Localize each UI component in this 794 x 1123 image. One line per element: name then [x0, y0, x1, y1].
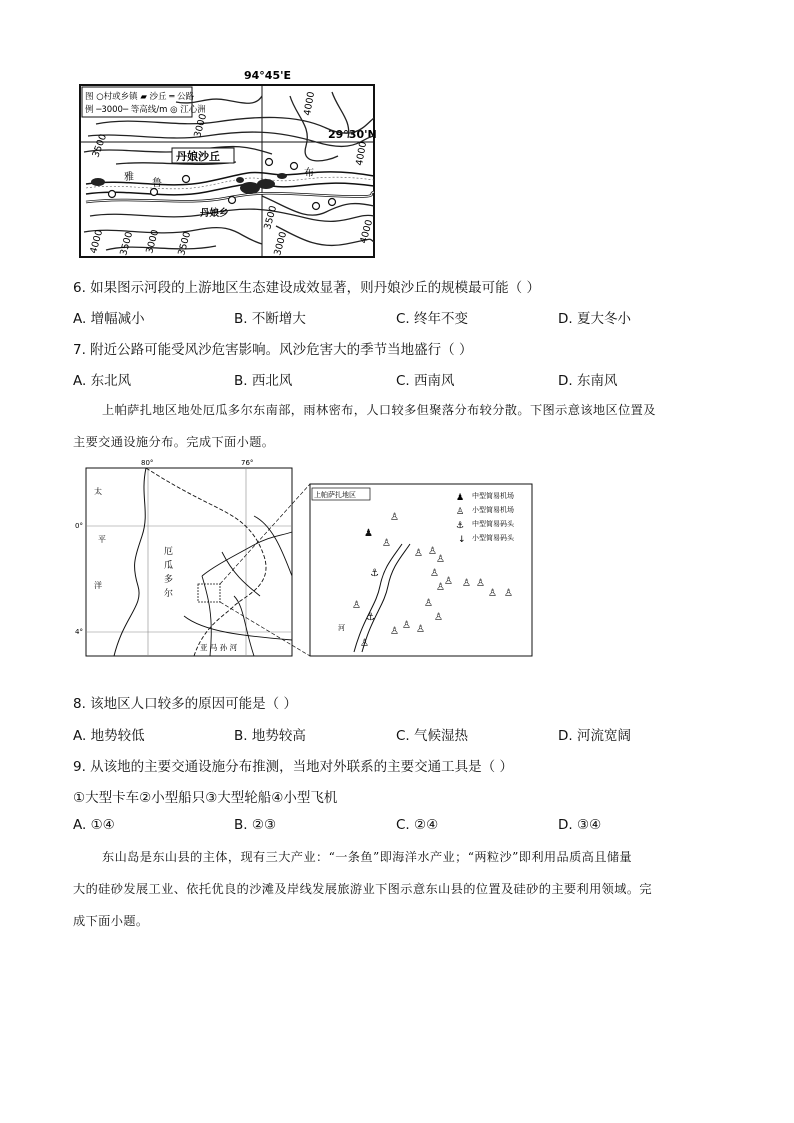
- town-label: 丹娘乡: [200, 208, 229, 219]
- contour-label: 3000: [272, 230, 290, 257]
- q9-option-d[interactable]: D. ③④: [558, 817, 602, 833]
- ecuador-map-svg: [75, 456, 536, 660]
- country-char-2: 瓜: [164, 561, 174, 571]
- intro-paragraph-3-line-1: 东山岛是东山县的主体，现有三大产业：“一条鱼”即海洋水产业；“两粒沙”即利用品质高且储量: [102, 850, 633, 864]
- question-9-items: ①大型卡车②小型船只③大型轮船④小型飞机: [73, 790, 338, 806]
- svg-text:♙: ♙: [488, 588, 497, 599]
- q6-option-a[interactable]: A. 增幅减小: [73, 311, 145, 327]
- map-danniang: [76, 66, 416, 262]
- country-char-4: 尔: [164, 589, 174, 599]
- svg-text:♟: ♟: [456, 493, 465, 503]
- svg-text:♙: ♙: [436, 554, 445, 565]
- legend-small-airport: 小型简易机场: [472, 506, 514, 514]
- longitude-label: 94°45'E: [244, 69, 291, 82]
- svg-text:♙: ♙: [402, 620, 411, 631]
- river-char-2: 鲁: [152, 178, 162, 189]
- svg-text:♙: ♙: [424, 598, 433, 609]
- inset-river-label: 河: [338, 624, 345, 632]
- q6-option-c[interactable]: C. 终年不变: [396, 311, 469, 327]
- q6-option-b[interactable]: B. 不断增大: [234, 311, 306, 327]
- contour-label: 4000: [302, 90, 318, 117]
- contour-label: 4000: [88, 228, 106, 255]
- svg-text:⚓: ⚓: [456, 521, 465, 531]
- svg-text:♙: ♙: [416, 624, 425, 635]
- svg-text:↓: ↓: [458, 535, 466, 545]
- intro-paragraph-2-line-2: 主要交通设施分布。完成下面小题。: [73, 435, 275, 449]
- contour-label: 3500: [90, 132, 110, 160]
- q8-option-b[interactable]: B. 地势较高: [234, 728, 306, 744]
- svg-text:♙: ♙: [444, 576, 453, 587]
- svg-text:♙: ♙: [430, 568, 439, 579]
- legend-small-dock: 小型简易码头: [472, 534, 514, 542]
- question-7-stem: 7. 附近公路可能受风沙危害影响。风沙危害大的季节当地盛行（ ）: [73, 342, 473, 358]
- svg-text:♙: ♙: [428, 546, 437, 557]
- svg-text:♙: ♙: [462, 578, 471, 589]
- svg-text:♙: ♙: [476, 578, 485, 589]
- contour-label: 3000: [144, 228, 162, 255]
- contour-label: 3500: [118, 230, 136, 257]
- legend-row-1: 图 ○村或乡镇 ▰ 沙丘 ═ 公路: [85, 92, 195, 102]
- question-6-stem: 6. 如果图示河段的上游地区生态建设成效显著，则丹娘沙丘的规模最可能（ ）: [73, 280, 540, 296]
- ocean-char-3: 洋: [94, 581, 102, 590]
- svg-text:♙: ♙: [382, 538, 391, 549]
- q6-option-d[interactable]: D. 夏大冬小: [558, 311, 631, 327]
- latitude-label: 29°30'N: [328, 128, 377, 141]
- lat-4-label: 4°: [75, 628, 83, 636]
- lat-0-label: 0°: [75, 522, 83, 530]
- amazon-label: 亚 马 孙 河: [200, 643, 238, 652]
- inset-title: 上帕萨扎地区: [314, 491, 356, 499]
- river-char-1: 雅: [124, 172, 134, 183]
- contour-label: 3500: [262, 204, 280, 231]
- svg-text:♙: ♙: [390, 626, 399, 637]
- svg-text:♙: ♙: [360, 638, 369, 649]
- svg-text:♙: ♙: [456, 507, 465, 517]
- svg-text:⚓: ⚓: [366, 612, 375, 623]
- svg-text:♙: ♙: [434, 612, 443, 623]
- lon-80-label: 80°: [141, 459, 154, 467]
- q9-option-a[interactable]: A. ①④: [73, 817, 115, 833]
- dune-label: 丹娘沙丘: [176, 150, 220, 163]
- svg-text:♙: ♙: [390, 512, 399, 523]
- svg-text:♙: ♙: [414, 548, 423, 559]
- q7-option-c[interactable]: C. 西南风: [396, 373, 455, 389]
- contour-label: 3500: [176, 230, 194, 257]
- danniang-map-svg: [76, 66, 416, 262]
- q8-option-a[interactable]: A. 地势较低: [73, 728, 145, 744]
- q7-option-a[interactable]: A. 东北风: [73, 373, 132, 389]
- q8-option-c[interactable]: C. 气候湿热: [396, 728, 469, 744]
- q7-option-b[interactable]: B. 西北风: [234, 373, 293, 389]
- lon-76-label: 76°: [241, 459, 254, 467]
- intro-paragraph-3-line-2: 大的硅砂发展工业、依托优良的沙滩及岸线发展旅游业下图示意东山县的位置及硅砂的主要利用领域。完: [73, 882, 653, 896]
- ocean-char-2: 平: [98, 535, 106, 544]
- legend-row-2: 例 ─3000─ 等高线/m ◎ 江心洲: [85, 105, 206, 115]
- q9-option-c[interactable]: C. ②④: [396, 817, 439, 833]
- q8-option-d[interactable]: D. 河流宽阔: [558, 728, 631, 744]
- contour-label: 3000: [192, 112, 210, 139]
- map-ecuador: [75, 456, 536, 660]
- contour-label: 4000: [354, 140, 370, 167]
- intro-paragraph-3-line-3: 成下面小题。: [73, 914, 149, 928]
- legend-medium-dock: 中型简易码头: [472, 520, 514, 528]
- question-9-stem: 9. 从该地的主要交通设施分布推测，当地对外联系的主要交通工具是（ ）: [73, 759, 513, 775]
- contour-label: 4000: [358, 218, 376, 245]
- svg-text:♙: ♙: [352, 600, 361, 611]
- country-char-1: 厄: [164, 547, 174, 557]
- question-8-stem: 8. 该地区人口较多的原因可能是（ ）: [73, 696, 297, 712]
- svg-text:⚓: ⚓: [370, 568, 379, 579]
- legend-medium-airport: 中型简易机场: [472, 492, 514, 500]
- svg-text:♙: ♙: [504, 588, 513, 599]
- q9-option-b[interactable]: B. ②③: [234, 817, 277, 833]
- country-char-3: 多: [164, 575, 174, 585]
- river-char-4: 布: [304, 168, 314, 179]
- q7-option-d[interactable]: D. 东南风: [558, 373, 618, 389]
- svg-text:♟: ♟: [364, 528, 373, 539]
- intro-paragraph-2-line-1: 上帕萨扎地区地处厄瓜多尔东南部，雨林密布，人口较多但聚落分布较分散。下图示意该地区位置及: [102, 403, 656, 417]
- ocean-char-1: 太: [94, 487, 102, 496]
- svg-text:♙: ♙: [436, 582, 445, 593]
